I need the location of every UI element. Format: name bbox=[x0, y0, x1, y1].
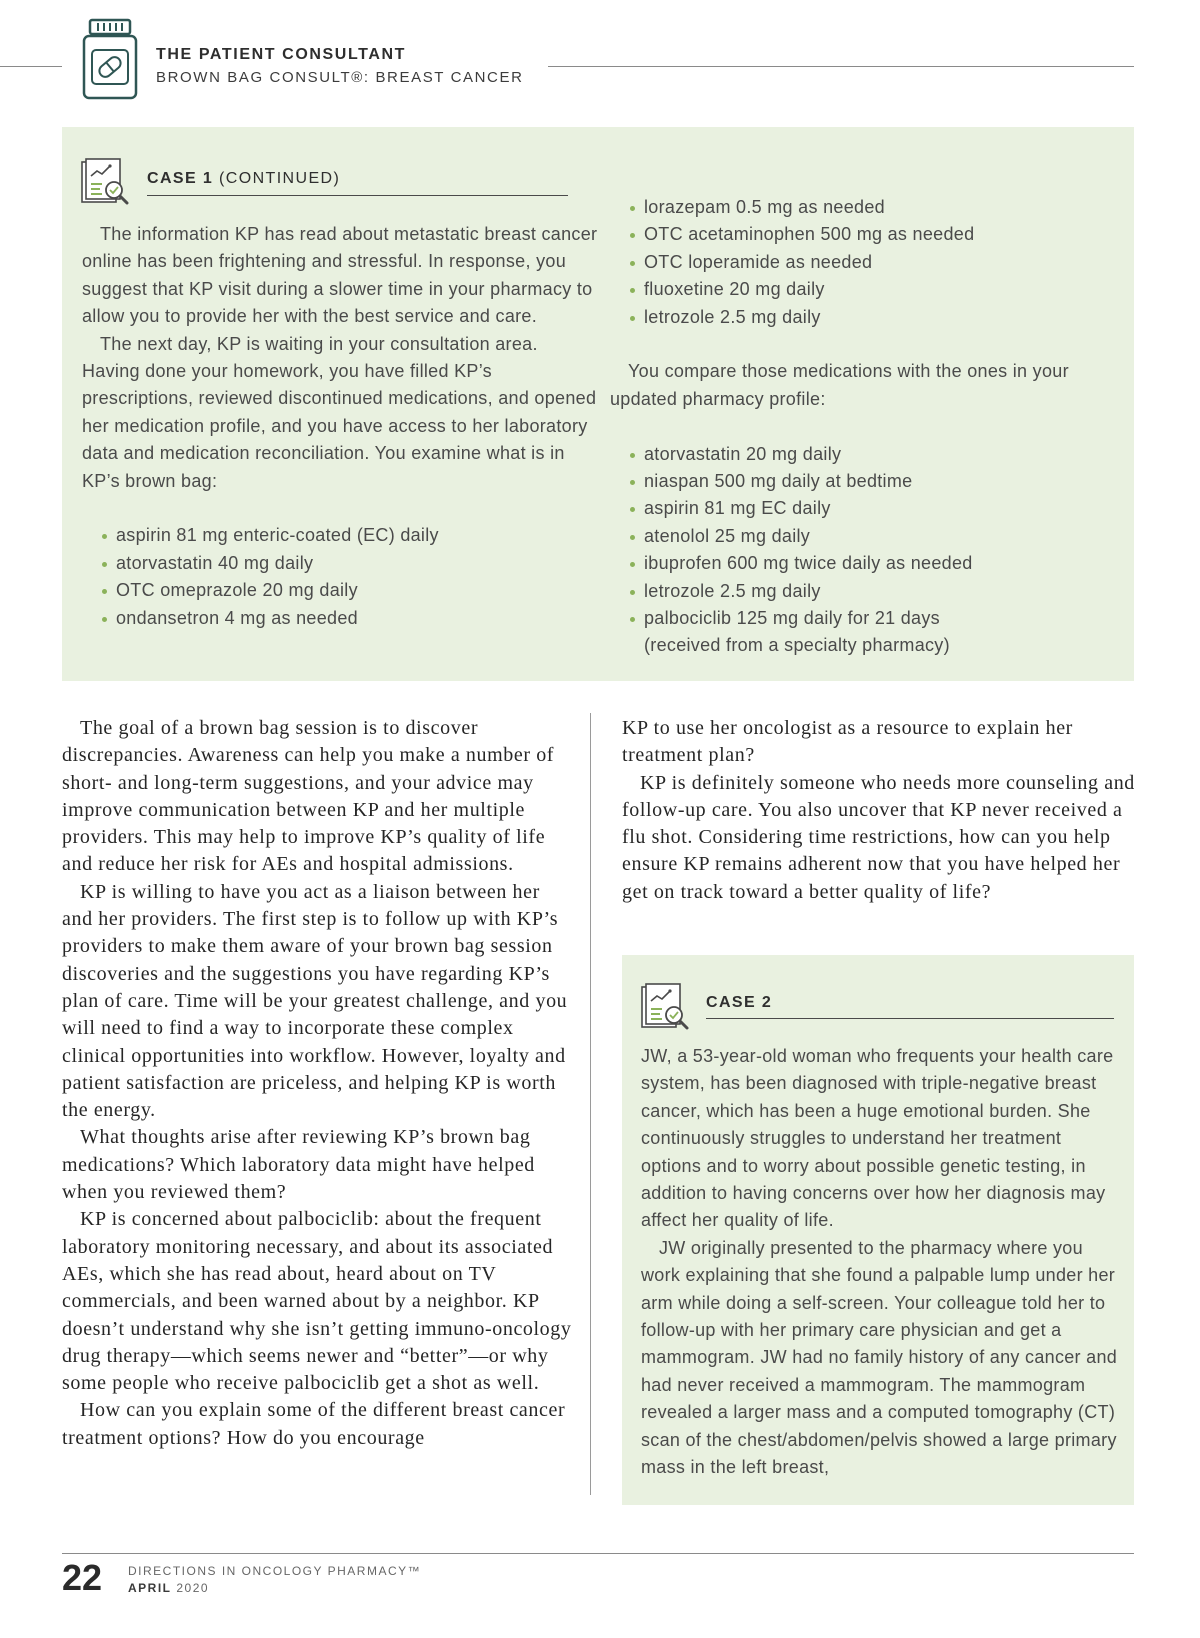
body-paragraph: What thoughts arise after reviewing KP’s brown bag medications? Which laboratory data might have helped when you reviewed them? bbox=[62, 1126, 535, 1204]
list-item: OTC loperamide as needed bbox=[628, 249, 1110, 276]
body-paragraph: KP is willing to have you act as a liaison between her and her providers. The first step is to follow up with KP’s providers to make them aware of your brown bag session discoveries and the suggestions you have regarding KP’s plan of care. Time will be your greatest challenge, and you will need to find a way to incorporate these complex clinical opportunities into workflow. However, loyalty and patient satisfaction are priceless, and helping KP is worth the energy. bbox=[62, 880, 568, 1122]
list-item: ibuprofen 600 mg twice daily as needed bbox=[628, 550, 988, 577]
body-right-column bbox=[622, 715, 1136, 906]
body-paragraph: The goal of a brown bag session is to discover discrepancies. Awareness can help you make a number of short- and long-term suggestions, and your advice may improve communication between KP and her multiple providers. This may help to improve KP’s quality of life and reduce her risk for AEs and hospital admissions. bbox=[62, 717, 555, 876]
case-report-icon bbox=[80, 158, 136, 208]
case1-right-column bbox=[610, 194, 1110, 660]
header-rule-right bbox=[548, 66, 1134, 67]
list-item: atorvastatin 40 mg daily bbox=[100, 550, 598, 577]
case1-compare-text: You compare those medications with the ones in your updated pharmacy profile: bbox=[610, 361, 1069, 409]
page-number: 22 bbox=[62, 1557, 103, 1598]
case1-label bbox=[147, 170, 340, 188]
list-item: niaspan 500 mg daily at bedtime bbox=[628, 468, 988, 495]
list-item: letrozole 2.5 mg daily bbox=[628, 578, 988, 605]
body-paragraph: KP is concerned about palbociclib: about the frequent laboratory monitoring necessary, and about its associated AEs, which she has read about, heard about on TV commercials, and been warned about by a neighbor. KP doesn’t understand why she isn’t getting immuno-oncology drug therapy—which seems newer and “better”—or why some people who receive palbociclib get a shot as well. bbox=[62, 1208, 572, 1395]
list-item: atorvastatin 20 mg daily bbox=[628, 441, 988, 468]
case1-paragraph-2: The next day, KP is waiting in your consultation area. Having done your homework, you have filled KP’s prescriptions, reviewed discontinued medications, and opened her medication profile, and you have access to her laboratory data and medication reconciliation. You examine what is in KP’s brown bag: bbox=[82, 333, 597, 491]
body-paragraph: KP is definitely someone who needs more counseling and follow-up care. You also uncover that KP never received a flu shot. Considering time restrictions, how can you help ensure KP remains adherent now that you have helped her get on track toward a better quality of life? bbox=[622, 771, 1135, 903]
issue-year: 2020 bbox=[176, 1581, 210, 1595]
list-item: lorazepam 0.5 mg as needed bbox=[628, 194, 1110, 221]
column-divider bbox=[590, 713, 591, 1495]
case2-rule bbox=[706, 1018, 1114, 1019]
footer-rule bbox=[62, 1553, 1134, 1554]
list-item: palbociclib 125 mg daily for 21 days (received from a specialty pharmacy) bbox=[628, 605, 988, 660]
case2-paragraph-2: JW originally presented to the pharmacy where you work explaining that she found a palpable lump under her arm while doing a self-screen. Your colleague told her to follow-up with her primary care physician and get a mammogram. JW had no family history of any cancer and had never received a mammogram. The mammogram revealed a larger mass and a computed tomography (CT) scan of the chest/abdomen/pelvis showed a large primary mass in the left breast, bbox=[641, 1237, 1118, 1478]
header-title: THE PATIENT CONSULTANT bbox=[156, 46, 406, 63]
list-item: aspirin 81 mg enteric-coated (EC) daily bbox=[100, 522, 598, 549]
body-paragraph: KP to use her oncologist as a resource to explain her treatment plan? bbox=[622, 717, 1073, 767]
body-paragraph: How can you explain some of the different breast cancer treatment options? How do you encourage bbox=[62, 1399, 566, 1449]
brown-bag-list bbox=[100, 522, 598, 632]
list-item: OTC omeprazole 20 mg daily bbox=[100, 577, 598, 604]
case2-paragraph-1: JW, a 53-year-old woman who frequents your health care system, has been diagnosed with triple-negative breast cancer, which has been a huge emotional burden. She continuously struggles to understand her treatment options and to worry about possible genetic testing, in addition to having concerns over how her diagnosis may affect her quality of life. bbox=[641, 1046, 1114, 1231]
issue-date bbox=[128, 1581, 209, 1595]
case2-label: CASE 2 bbox=[706, 994, 773, 1011]
case1-label-bold: CASE 1 bbox=[147, 170, 214, 187]
issue-month: APRIL bbox=[128, 1581, 172, 1595]
list-item: fluoxetine 20 mg daily bbox=[628, 276, 1110, 303]
brown-bag-list-continued bbox=[628, 194, 1110, 331]
case2-text bbox=[641, 1043, 1119, 1482]
header-rule-left bbox=[0, 66, 62, 67]
case1-label-rest: (CONTINUED) bbox=[213, 170, 341, 187]
pharmacy-profile-list bbox=[628, 441, 988, 660]
list-item: letrozole 2.5 mg daily bbox=[628, 304, 1110, 331]
list-item: aspirin 81 mg EC daily bbox=[628, 495, 988, 522]
case1-paragraph-1: The information KP has read about metastatic breast cancer online has been frightening and stressful. In response, you suggest that KP visit during a slower time in your pharmacy to allow you to provide her with the best service and care. bbox=[82, 224, 598, 327]
case1-left-column bbox=[82, 221, 598, 632]
case1-rule bbox=[147, 195, 568, 196]
body-left-column bbox=[62, 715, 576, 1452]
pill-bottle-logo-icon bbox=[82, 18, 138, 100]
list-item: atenolol 25 mg daily bbox=[628, 523, 988, 550]
list-item: ondansetron 4 mg as needed bbox=[100, 605, 598, 632]
list-item: OTC acetaminophen 500 mg as needed bbox=[628, 221, 1110, 248]
publication-name: DIRECTIONS IN ONCOLOGY PHARMACY™ bbox=[128, 1564, 422, 1578]
case-report-icon bbox=[640, 983, 696, 1033]
header-subtitle: BROWN BAG CONSULT®: BREAST CANCER bbox=[156, 69, 524, 86]
